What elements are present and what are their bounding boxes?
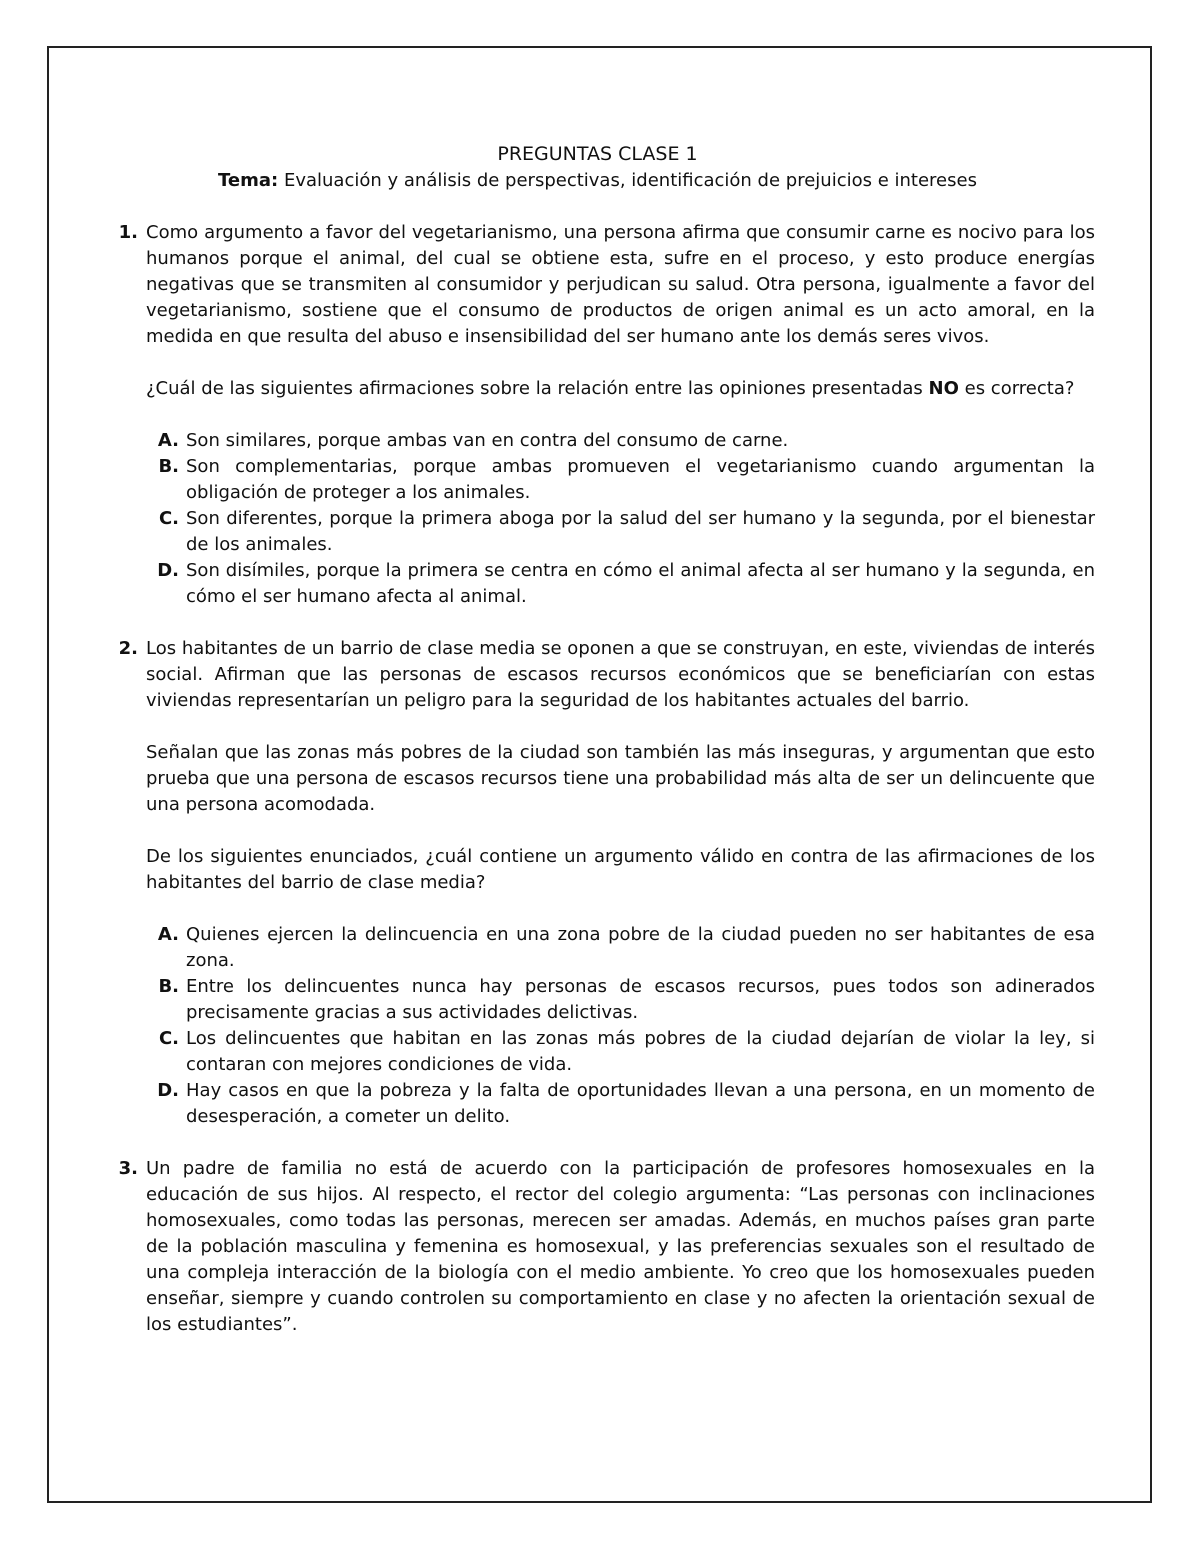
answer-option-b[interactable] (146, 454, 1095, 506)
option-text: Son similares, porque ambas van en contra del consumo de carne. (186, 430, 789, 451)
topic-line (100, 168, 1095, 194)
question-body (146, 1156, 1095, 1338)
topic-label: Tema: (218, 170, 279, 191)
document-content (100, 140, 1095, 1364)
prompt-emphasis: NO (928, 378, 959, 399)
question-paragraph: Señalan que las zonas más pobres de la ciudad son también las más inseguras, y argumentan que esto prueba que una persona de escasos recursos tiene una probabilidad más alta de ser un delincuente que una persona acomodada. (146, 742, 1095, 815)
option-text: Los delincuentes que habitan en las zonas más pobres de la ciudad dejarían de violar la ley, si contaran con mejores condiciones de vida. (186, 1028, 1095, 1075)
answer-option-c[interactable] (146, 506, 1095, 558)
option-text: Entre los delincuentes nunca hay personas de escasos recursos, pues todos son adinerados precisamente gracias a sus actividades delictivas. (186, 976, 1095, 1023)
option-text: Hay casos en que la pobreza y la falta de oportunidades llevan a una persona, en un momento de desesperación, a cometer un delito. (186, 1080, 1095, 1127)
question-1 (100, 220, 1095, 610)
option-letter: D. (157, 560, 179, 581)
prompt-text-before: ¿Cuál de las siguientes afirmaciones sobre la relación entre las opiniones presentadas (146, 378, 929, 399)
answer-options (146, 428, 1095, 610)
question-body (146, 636, 1095, 1130)
answer-option-d[interactable] (146, 558, 1095, 610)
option-letter: B. (158, 976, 179, 997)
answer-options (146, 922, 1095, 1130)
question-number: 3. (118, 1158, 138, 1179)
question-paragraph: Un padre de familia no está de acuerdo con la participación de profesores homosexuales en la educación de sus hijos. Al respecto, el rector del colegio argumenta: “Las personas con inclinaciones homosexuales, como todas las personas, merecen ser amadas. Además, en muchos países gran parte de la población masculina y femenina es homosexual, y las preferencias sexuales son el resultado de una compleja interacción de la biología con el medio ambiente. Yo creo que los homosexuales pueden enseñar, siempre y cuando controlen su comportamiento en clase y no afecten la orientación sexual de los estudiantes”. (146, 1158, 1095, 1335)
page-title: PREGUNTAS CLASE 1 (497, 143, 698, 165)
option-text: Son diferentes, porque la primera aboga por la salud del ser humano y la segunda, por el bienestar de los animales. (186, 508, 1095, 555)
question-paragraph: Como argumento a favor del vegetarianismo, una persona afirma que consumir carne es nocivo para los humanos porque el animal, del cual se obtiene esta, sufre en el proceso, y esto produce energías negativas que se transmiten al consumidor y perjudican su salud. Otra persona, igualmente a favor del vegetarianismo, sostiene que el consumo de productos de origen animal es un acto amoral, en la medida en que resulta del abuso e insensibilidad del ser humano ante los demás seres vivos. (146, 222, 1095, 347)
question-number: 2. (118, 638, 138, 659)
option-text: Son disímiles, porque la primera se centra en cómo el animal afecta al ser humano y la segunda, en cómo el ser humano afecta al animal. (186, 560, 1095, 607)
option-letter: B. (158, 456, 179, 477)
answer-option-d[interactable] (146, 1078, 1095, 1130)
answer-option-b[interactable] (146, 974, 1095, 1026)
topic-text: Evaluación y análisis de perspectivas, identificación de prejuicios e intereses (283, 170, 977, 191)
option-letter: C. (158, 508, 179, 529)
document-header (100, 140, 1095, 194)
question-2 (100, 636, 1095, 1130)
option-text: Son complementarias, porque ambas promueven el vegetarianismo cuando argumentan la obligación de proteger a los animales. (186, 456, 1095, 503)
option-letter: D. (157, 1080, 179, 1101)
question-prompt (146, 376, 1095, 402)
question-number: 1. (118, 222, 138, 243)
question-3 (100, 1156, 1095, 1338)
option-letter: A. (157, 924, 179, 945)
option-letter: C. (158, 1028, 179, 1049)
answer-option-c[interactable] (146, 1026, 1095, 1078)
answer-option-a[interactable] (146, 428, 1095, 454)
prompt-text-after: es correcta? (958, 378, 1075, 399)
question-paragraph: Los habitantes de un barrio de clase media se oponen a que se construyan, en este, viviendas de interés social. Afirman que las personas de escasos recursos económicos que se beneficiarían con estas viviendas representarían un peligro para la seguridad de los habitantes actuales del barrio. (146, 638, 1095, 711)
option-text: Quienes ejercen la delincuencia en una zona pobre de la ciudad pueden no ser habitantes de esa zona. (186, 924, 1095, 971)
question-body (146, 220, 1095, 610)
question-prompt: De los siguientes enunciados, ¿cuál contiene un argumento válido en contra de las afirmaciones de los habitantes del barrio de clase media? (146, 846, 1095, 893)
answer-option-a[interactable] (146, 922, 1095, 974)
option-letter: A. (157, 430, 179, 451)
